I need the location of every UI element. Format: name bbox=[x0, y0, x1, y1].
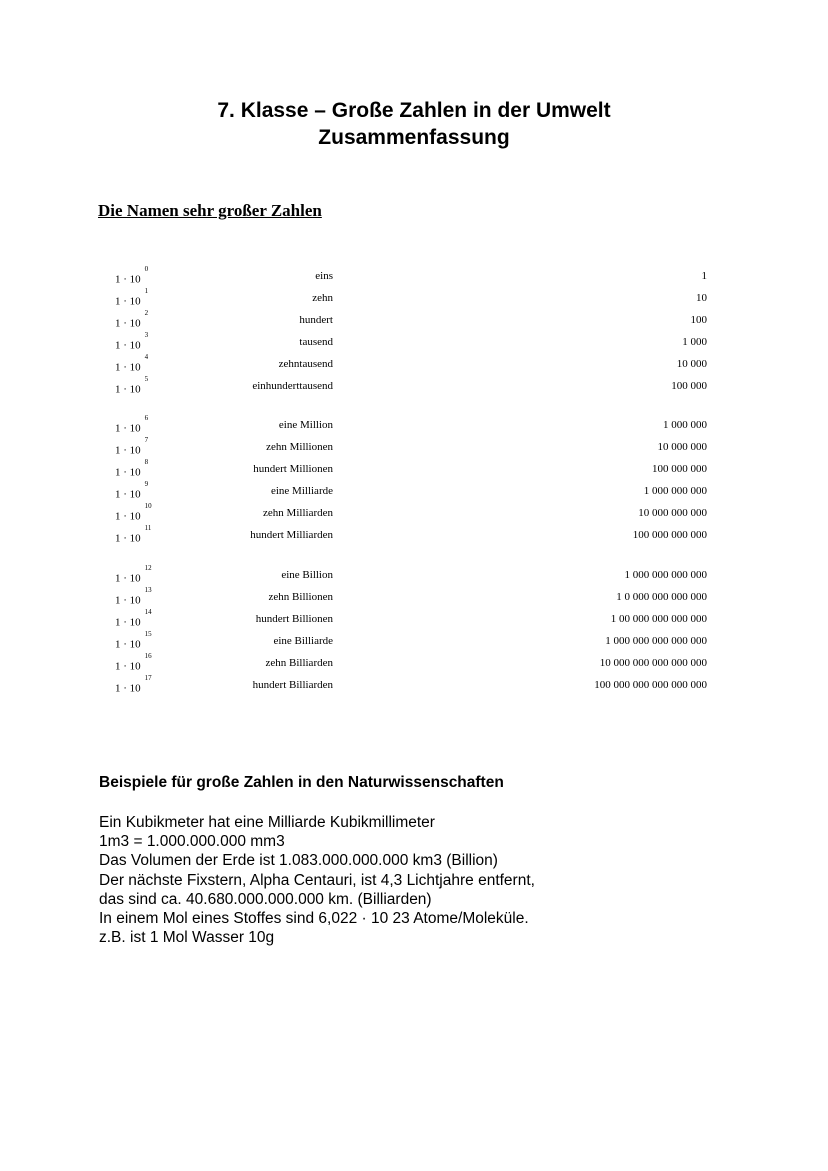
power-of-ten bbox=[115, 652, 152, 673]
power-exponent: 8 bbox=[144, 458, 149, 466]
example-line: z.B. ist 1 Mol Wasser 10g bbox=[99, 929, 275, 947]
power-of-ten bbox=[115, 265, 149, 286]
power-exponent: 11 bbox=[144, 524, 152, 532]
power-exponent: 12 bbox=[144, 564, 152, 572]
power-of-ten bbox=[115, 353, 149, 374]
number-name: zehn Billiarden bbox=[265, 657, 333, 669]
number-value: 1 000 000 000 000 000 bbox=[605, 635, 707, 647]
power-of-ten bbox=[115, 564, 152, 585]
power-base: 1 · 10 bbox=[115, 339, 141, 352]
table-row bbox=[0, 564, 828, 589]
power-exponent: 9 bbox=[144, 480, 149, 488]
number-value: 1 000 bbox=[682, 336, 707, 348]
table-row bbox=[0, 309, 828, 334]
section-heading-number-names: Die Namen sehr großer Zahlen bbox=[98, 201, 322, 220]
table-row bbox=[0, 652, 828, 677]
power-exponent: 5 bbox=[144, 375, 149, 383]
number-value: 10 000 000 000 bbox=[638, 507, 707, 519]
page-subtitle: Zusammenfassung bbox=[318, 126, 510, 149]
number-value: 100 000 000 000 000 000 bbox=[594, 679, 707, 691]
number-value: 10 bbox=[696, 292, 707, 304]
examples-text-block bbox=[99, 813, 535, 947]
power-base: 1 · 10 bbox=[115, 317, 141, 330]
power-exponent: 6 bbox=[144, 414, 149, 422]
number-name: zehn Billionen bbox=[268, 591, 333, 603]
number-value: 1 00 000 000 000 000 bbox=[610, 613, 707, 625]
table-row bbox=[0, 480, 828, 505]
power-of-ten bbox=[115, 414, 149, 435]
table-row bbox=[0, 436, 828, 461]
power-of-ten bbox=[115, 674, 152, 695]
power-exponent: 7 bbox=[144, 436, 149, 444]
power-base: 1 · 10 bbox=[115, 273, 141, 286]
example-line: das sind ca. 40.680.000.000.000 km. (Billiarden) bbox=[99, 890, 432, 908]
power-exponent: 13 bbox=[144, 586, 152, 594]
power-base: 1 · 10 bbox=[115, 638, 141, 651]
example-line: 1m3 = 1.000.000.000 mm3 bbox=[99, 833, 285, 851]
table-row bbox=[0, 458, 828, 483]
power-exponent: 4 bbox=[144, 353, 149, 361]
number-name: zehn Millionen bbox=[266, 441, 333, 453]
power-base: 1 · 10 bbox=[115, 594, 141, 607]
power-base: 1 · 10 bbox=[115, 466, 141, 479]
power-exponent: 16 bbox=[144, 652, 152, 660]
power-base: 1 · 10 bbox=[115, 532, 141, 545]
power-of-ten bbox=[115, 502, 152, 523]
power-base: 1 · 10 bbox=[115, 682, 141, 695]
table-row bbox=[0, 630, 828, 655]
power-exponent: 2 bbox=[144, 309, 149, 317]
number-name: hundert Billionen bbox=[255, 613, 333, 625]
example-line: Der nächste Fixstern, Alpha Centauri, ist 4,3 Lichtjahre entfernt, bbox=[99, 871, 535, 889]
number-value: 1 000 000 bbox=[663, 419, 707, 431]
power-base: 1 · 10 bbox=[115, 510, 141, 523]
example-line: Ein Kubikmeter hat eine Milliarde Kubikmillimeter bbox=[99, 814, 435, 831]
power-of-ten bbox=[115, 331, 149, 352]
power-exponent: 3 bbox=[144, 331, 149, 339]
number-name: hundert Millionen bbox=[253, 463, 333, 475]
number-name: einhunderttausend bbox=[252, 380, 333, 392]
page-title: 7. Klasse – Große Zahlen in der Umwelt bbox=[217, 99, 611, 122]
number-value: 10 000 000 bbox=[657, 441, 707, 453]
power-base: 1 · 10 bbox=[115, 660, 141, 673]
power-exponent: 15 bbox=[144, 630, 152, 638]
number-value: 10 000 bbox=[676, 358, 707, 370]
power-of-ten bbox=[115, 480, 149, 501]
example-line: Das Volumen der Erde ist 1.083.000.000.000 km3 (Billion) bbox=[99, 852, 498, 870]
table-row bbox=[0, 265, 828, 290]
power-base: 1 · 10 bbox=[115, 361, 141, 374]
number-name: eine Billion bbox=[281, 569, 333, 581]
number-value: 1 bbox=[701, 270, 707, 282]
power-of-ten bbox=[115, 309, 149, 330]
number-name: hundert Billiarden bbox=[252, 679, 333, 691]
number-value: 100 000 bbox=[671, 380, 707, 392]
power-exponent: 1 bbox=[144, 287, 149, 295]
power-base: 1 · 10 bbox=[115, 422, 141, 435]
power-of-ten bbox=[115, 630, 152, 651]
number-name: eine Million bbox=[278, 419, 333, 431]
table-row bbox=[0, 586, 828, 611]
power-of-ten bbox=[115, 586, 152, 607]
number-value: 1 000 000 000 bbox=[643, 485, 707, 497]
number-name: zehntausend bbox=[278, 358, 333, 370]
power-base: 1 · 10 bbox=[115, 295, 141, 308]
table-row bbox=[0, 524, 828, 549]
example-line: In einem Mol eines Stoffes sind 6,022 · 10 23 Atome/Moleküle. bbox=[99, 910, 529, 928]
number-name: tausend bbox=[299, 336, 333, 348]
number-name: hundert bbox=[299, 314, 333, 326]
table-row bbox=[0, 502, 828, 527]
number-name: hundert Milliarden bbox=[250, 529, 333, 541]
number-name: eine Milliarde bbox=[270, 485, 333, 497]
table-row bbox=[0, 674, 828, 699]
number-name: zehn Milliarden bbox=[263, 507, 333, 519]
power-base: 1 · 10 bbox=[115, 444, 141, 457]
power-of-ten bbox=[115, 524, 152, 545]
power-exponent: 0 bbox=[144, 265, 149, 273]
number-value: 100 bbox=[690, 314, 707, 326]
section-heading-examples: Beispiele für große Zahlen in den Naturwissenschaften bbox=[99, 774, 504, 791]
number-name: eine Billiarde bbox=[273, 635, 333, 647]
number-value: 100 000 000 bbox=[652, 463, 707, 475]
table-row bbox=[0, 608, 828, 633]
table-row bbox=[0, 353, 828, 378]
table-row bbox=[0, 331, 828, 356]
power-of-ten bbox=[115, 458, 149, 479]
power-exponent: 10 bbox=[144, 502, 152, 510]
power-base: 1 · 10 bbox=[115, 616, 141, 629]
power-of-ten bbox=[115, 608, 152, 629]
number-name: zehn bbox=[312, 292, 333, 304]
table-row bbox=[0, 414, 828, 439]
power-base: 1 · 10 bbox=[115, 383, 141, 396]
number-value: 1 0 000 000 000 000 bbox=[616, 591, 707, 603]
power-of-ten bbox=[115, 287, 149, 308]
number-name: eins bbox=[315, 270, 333, 282]
table-row bbox=[0, 375, 828, 400]
power-of-ten bbox=[115, 375, 149, 396]
power-base: 1 · 10 bbox=[115, 572, 141, 585]
power-exponent: 17 bbox=[144, 674, 152, 682]
number-value: 100 000 000 000 bbox=[632, 529, 707, 541]
power-base: 1 · 10 bbox=[115, 488, 141, 501]
power-of-ten bbox=[115, 436, 149, 457]
table-row bbox=[0, 287, 828, 312]
number-value: 1 000 000 000 000 bbox=[624, 569, 707, 581]
power-exponent: 14 bbox=[144, 608, 152, 616]
number-value: 10 000 000 000 000 000 bbox=[599, 657, 707, 669]
